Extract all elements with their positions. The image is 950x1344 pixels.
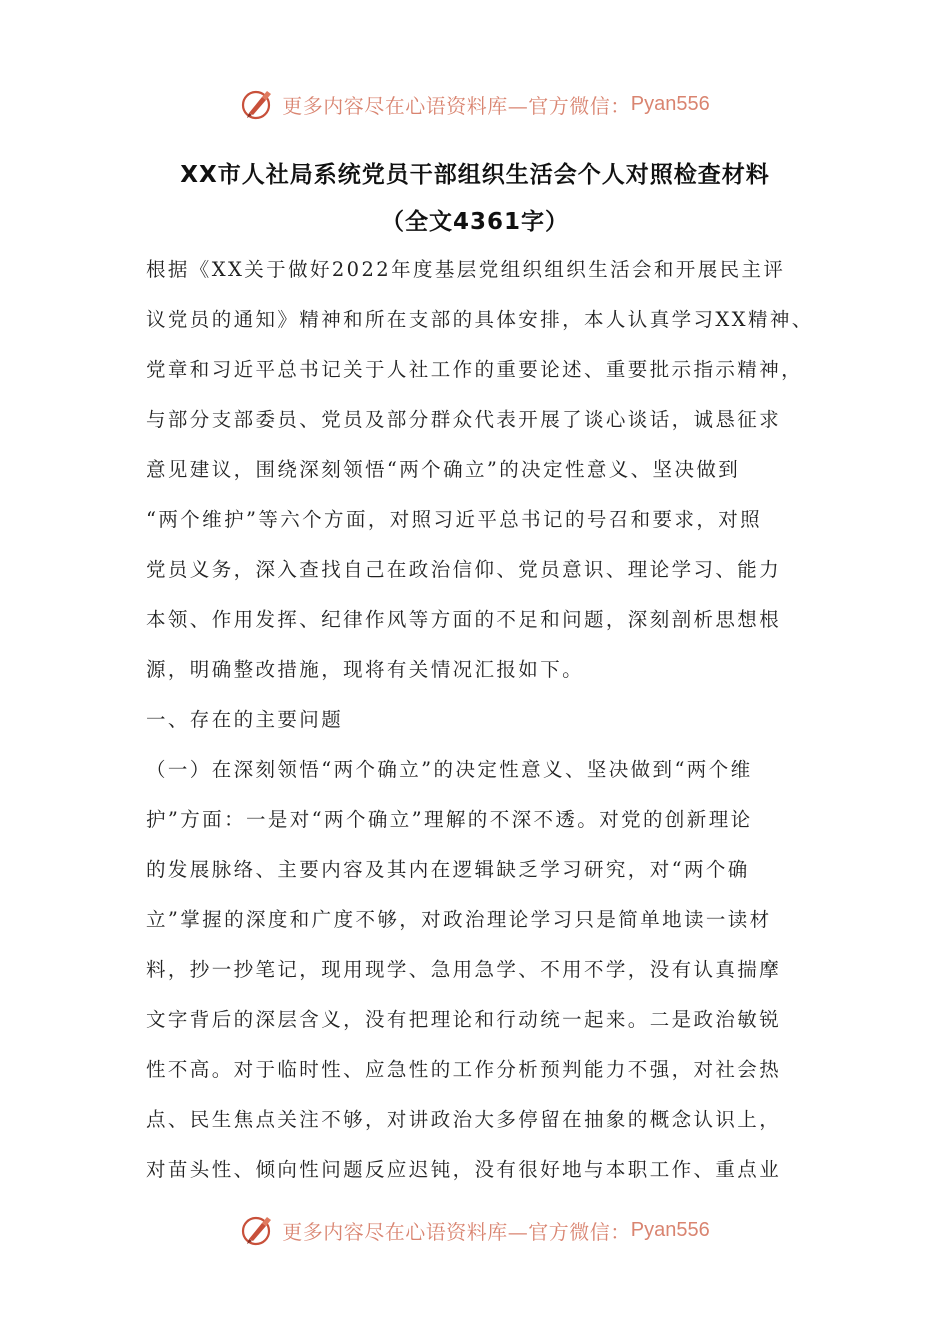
body-line: 对苗头性、倾向性问题反应迟钝，没有很好地与本职工作、重点业 [146,1158,782,1181]
watermark-text: 更多内容尽在心语资料库—官方微信： [282,1219,631,1244]
body-line: 意见建议，围绕深刻领悟“两个确立”的决定性意义、坚决做到 [146,458,741,481]
body-line: （一）在深刻领悟“两个确立”的决定性意义、坚决做到“两个维 [146,758,753,781]
body-line: 点、民生焦点关注不够，对讲政治大多停留在抽象的概念认识上， [146,1108,782,1131]
body-line: 党员义务，深入查找自己在政治信仰、党员意识、理论学习、能力 [146,558,782,581]
document-title: XX市人社局系统党员干部组织生活会个人对照检查材料 [180,162,770,188]
body-line: 本领、作用发挥、纪律作风等方面的不足和问题，深刻剖析思想根 [146,608,782,631]
document-body [146,252,814,1202]
body-line: 性不高。对于临时性、应急性的工作分析预判能力不强，对社会热 [146,1058,782,1081]
body-line: 党章和习近平总书记关于人社工作的重要论述、重要批示指示精神， [146,358,804,381]
body-line: 议党员的通知》精神和所在支部的具体安排，本人认真学习XX精神、 [146,308,814,331]
watermark-text: 更多内容尽在心语资料库—官方微信： [282,93,631,118]
watermark-wechat-id: Pyan556 [630,92,710,115]
pen-logo-icon [240,86,276,122]
body-line: 文字背后的深层含义，没有把理论和行动统一起来。二是政治敏锐 [146,1008,782,1031]
pen-logo-icon [240,1212,276,1248]
watermark-banner-top [0,84,950,124]
watermark-wechat-id: Pyan556 [630,1218,710,1241]
body-line: 源，明确整改措施，现将有关情况汇报如下。 [146,658,585,681]
document-subtitle: （全文4361字） [380,209,569,235]
body-line: 根据《XX关于做好2022年度基层党组织组织生活会和开展民主评 [146,258,786,281]
body-line: 料，抄一抄笔记，现用现学、急用急学、不用不学，没有认真揣摩 [146,958,782,981]
body-line: 立”掌握的深度和广度不够，对政治理论学习只是简单地读一读材 [146,908,772,931]
body-line: 与部分支部委员、党员及部分群众代表开展了谈心谈话，诚恳征求 [146,408,782,431]
watermark-banner-bottom [0,1210,950,1250]
body-line: 的发展脉络、主要内容及其内在逻辑缺乏学习研究，对“两个确 [146,858,750,881]
body-line: 护”方面：一是对“两个确立”理解的不深不透。对党的创新理论 [146,808,753,831]
section-heading: 一、存在的主要问题 [146,708,344,731]
body-line: “两个维护”等六个方面，对照习近平总书记的号召和要求，对照 [146,508,763,531]
